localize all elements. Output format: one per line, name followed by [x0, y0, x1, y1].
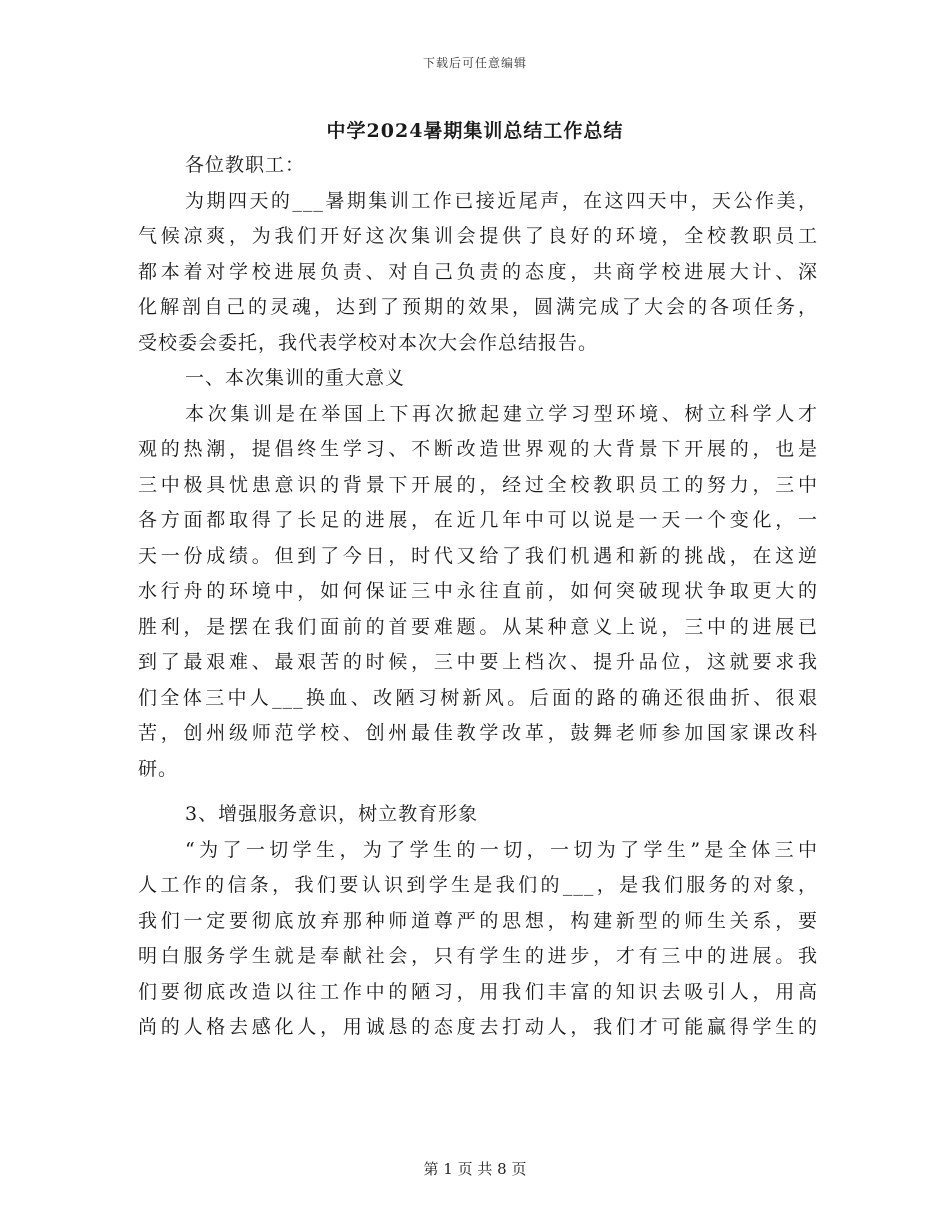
paragraph-line: 受校委会委托，我代表学校对本次大会作总结报告。	[138, 331, 599, 354]
paragraph-line: 胜利，是摆在我们面前的首要难题。从某种意义上说，三中的进展已	[138, 615, 818, 638]
paragraph-line: 明白服务学生就是奉献社会，只有学生的进步，才有三中的进展。我	[138, 945, 818, 967]
paragraph-line: 水行舟的环境中，如何保证三中永往直前，如何突破现状争取更大的	[138, 580, 818, 602]
paragraph-line: 尚的人格去感化人，用诚恳的态度去打动人，我们才可能赢得学生的	[138, 1016, 818, 1038]
paragraph-line: 各方面都取得了长足的进展，在近几年中可以说是一天一个变化，一	[138, 509, 818, 531]
paragraph-line: 天一份成绩。但到了今日，时代又给了我们机遇和新的挑战，在这逆	[138, 544, 818, 567]
paragraph-line: 气候凉爽，为我们开好这次集训会提供了良好的环境，全校教职员工	[138, 225, 818, 247]
paragraph-line: 三中极具忧患意识的背景下开展的，经过全校教职员工的努力，三中	[138, 473, 818, 496]
paragraph-line: 们全体三中人___换血、改陋习树新风。后面的路的确还很曲折、很艰	[138, 686, 818, 709]
greeting-line: 各位教职工：	[185, 154, 306, 176]
document-body	[138, 148, 818, 1046]
paragraph-line: 苦，创州级师范学校、创州最佳教学改革，鼓舞老师参加国家课改科	[138, 722, 818, 744]
document-title: 中学2024暑期集训总结工作总结	[326, 120, 624, 142]
paragraph-line: 都本着对学校进展负责、对自己负责的态度，共商学校进展大计、深	[138, 260, 818, 283]
paragraph-line: 为期四天的___暑期集训工作已接近尾声，在这四天中，天公作美，	[185, 189, 818, 212]
paragraph-line: 观的热潮，提倡终生学习、不断改造世界观的大背景下开展的，也是	[138, 438, 818, 460]
section-heading: 3、增强服务意识，树立教育形象	[185, 803, 479, 825]
paragraph-line: 研。	[138, 757, 179, 780]
section-heading: 一、本次集训的重大意义	[185, 367, 406, 389]
paragraph-line: 我们一定要彻底放弃那种师道尊严的思想，构建新型的师生关系，要	[138, 909, 818, 932]
page-header-note: 下载后可任意编辑	[422, 56, 527, 70]
page-number: 第 1 页 共 8 页	[423, 1160, 527, 1178]
paragraph-gap	[138, 787, 818, 797]
paragraph-line: 化解剖自己的灵魂，达到了预期的效果，圆满完成了大会的各项任务，	[138, 296, 818, 318]
paragraph-line: 到了最艰难、最艰苦的时候，三中要上档次、提升品位，这就要求我	[138, 651, 818, 673]
paragraph-line: 人工作的信条，我们要认识到学生是我们的___，是我们服务的对象，	[138, 874, 818, 896]
paragraph-line: “为了一切学生，为了学生的一切，一切为了学生”是全体三中	[185, 838, 818, 861]
paragraph-line: 本次集训是在举国上下再次掀起建立学习型环境、树立科学人才	[185, 402, 818, 425]
paragraph-line: 们要彻底改造以往工作中的陋习，用我们丰富的知识去吸引人，用高	[138, 980, 818, 1003]
